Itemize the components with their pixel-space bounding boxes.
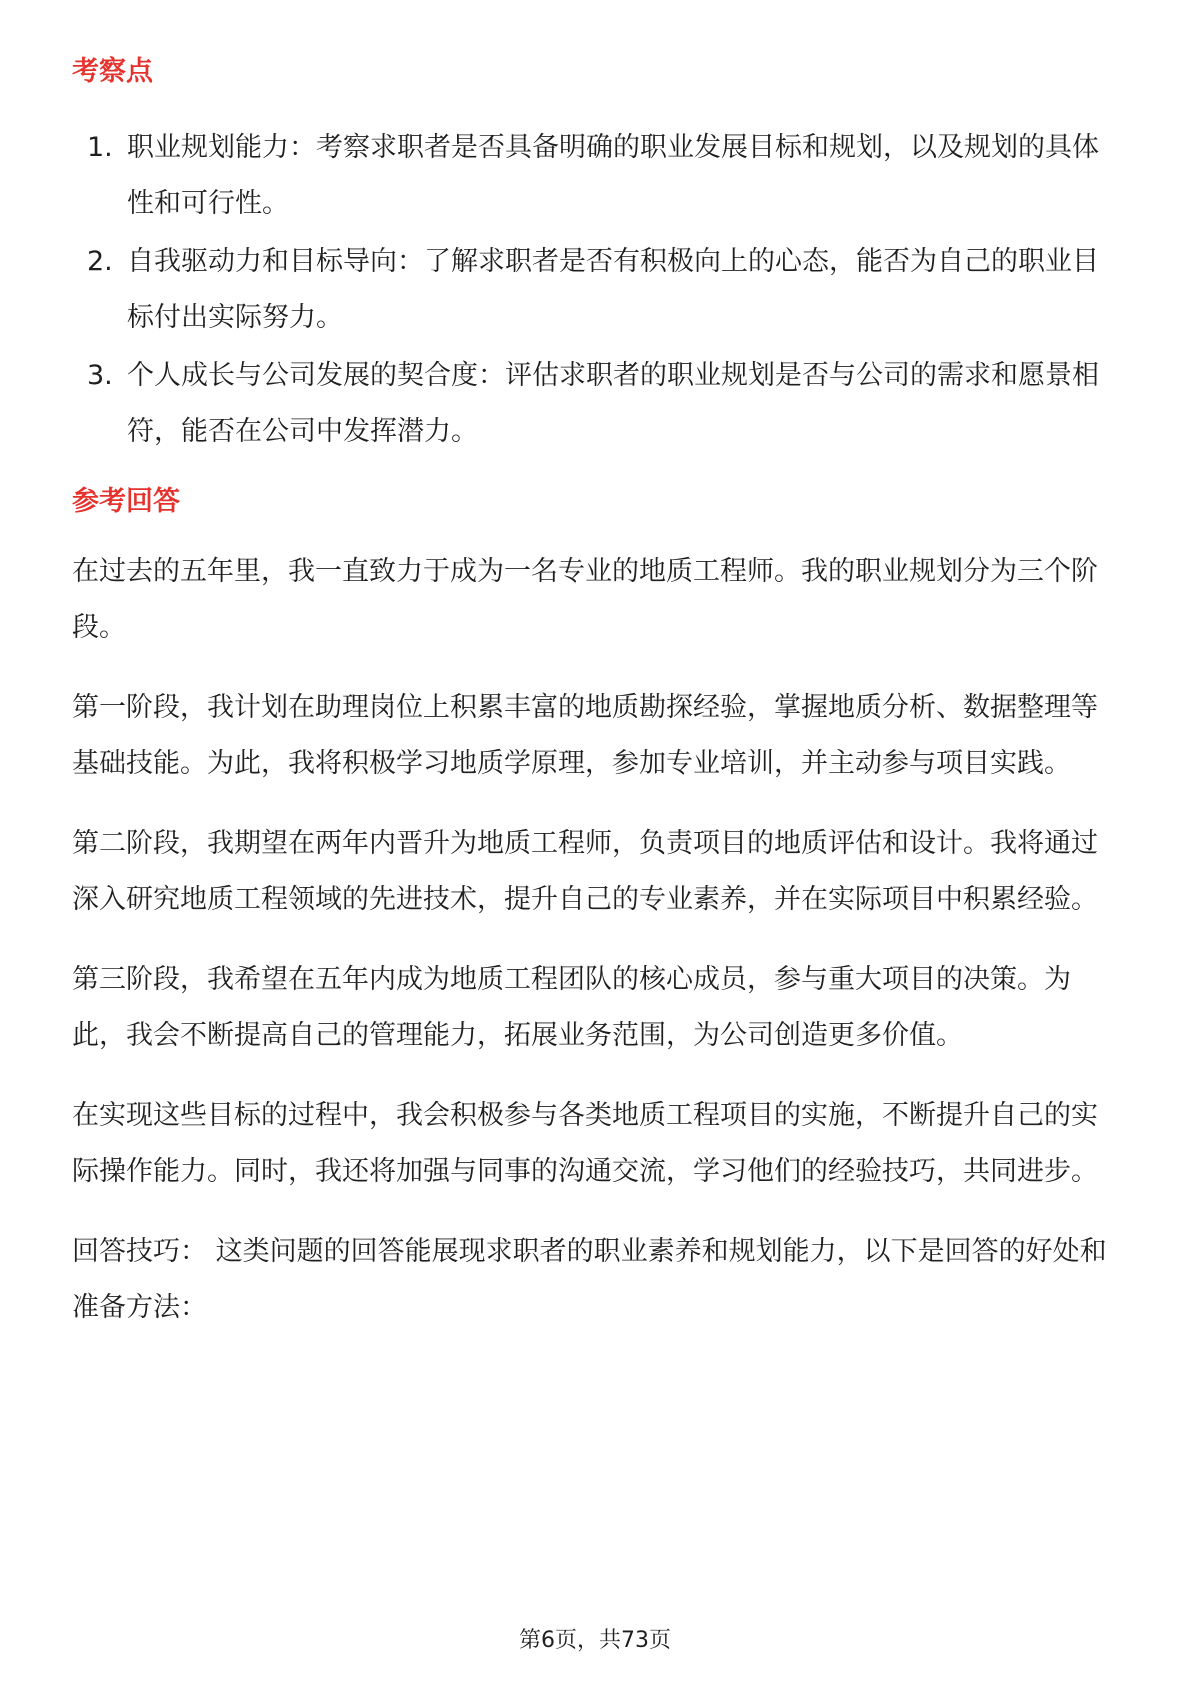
answer-paragraph-stage-one: 第一阶段，我计划在助理岗位上积累丰富的地质勘探经验，掌握地质分析、数据整理等基础技能。为此，我将积极学习地质学原理，参加专业培训，并主动参与项目实践。 [72, 692, 1098, 779]
list-item-text: 自我驱动力和目标导向：了解求职者是否有积极向上的心态，能否为自己的职业目标付出实际努力。 [127, 246, 1099, 333]
answer-paragraph-process: 在实现这些目标的过程中，我会积极参与各类地质工程项目的实施，不断提升自己的实际操作能力。同时，我还将加强与同事的沟通交流，学习他们的经验技巧，共同进步。 [72, 1100, 1098, 1187]
list-item [72, 234, 1122, 346]
answer-paragraph-intro: 在过去的五年里，我一直致力于成为一名专业的地质工程师。我的职业规划分为三个阶段。 [72, 556, 1098, 643]
list-item [72, 120, 1122, 232]
answer-paragraph-stage-two: 第二阶段，我期望在两年内晋升为地质工程师，负责项目的地质评估和设计。我将通过深入研究地质工程领域的先进技术，提升自己的专业素养，并在实际项目中积累经验。 [72, 828, 1098, 915]
answer-paragraph-stage-three: 第三阶段，我希望在五年内成为地质工程团队的核心成员，参与重大项目的决策。为此，我会不断提高自己的管理能力，拓展业务范围，为公司创造更多价值。 [72, 964, 1071, 1051]
document-page [72, 40, 1122, 1360]
list-item-number: 3. [87, 360, 113, 391]
section-heading-reference-answer: 参考回答 [72, 486, 180, 517]
exam-points-list [72, 120, 1122, 460]
section-heading-exam-points: 考察点 [72, 56, 153, 87]
page-footer: 第6页，共73页 [519, 1628, 671, 1653]
list-item-number: 1. [87, 132, 113, 163]
list-item-number: 2. [87, 246, 113, 277]
list-item [72, 348, 1122, 460]
list-item-text: 职业规划能力：考察求职者是否具备明确的职业发展目标和规划，以及规划的具体性和可行性。 [127, 132, 1099, 219]
answer-paragraph-tips: 回答技巧： 这类问题的回答能展现求职者的职业素养和规划能力，以下是回答的好处和准备方法： [72, 1236, 1107, 1323]
list-item-text: 个人成长与公司发展的契合度：评估求职者的职业规划是否与公司的需求和愿景相符，能否在公司中发挥潜力。 [127, 360, 1099, 447]
